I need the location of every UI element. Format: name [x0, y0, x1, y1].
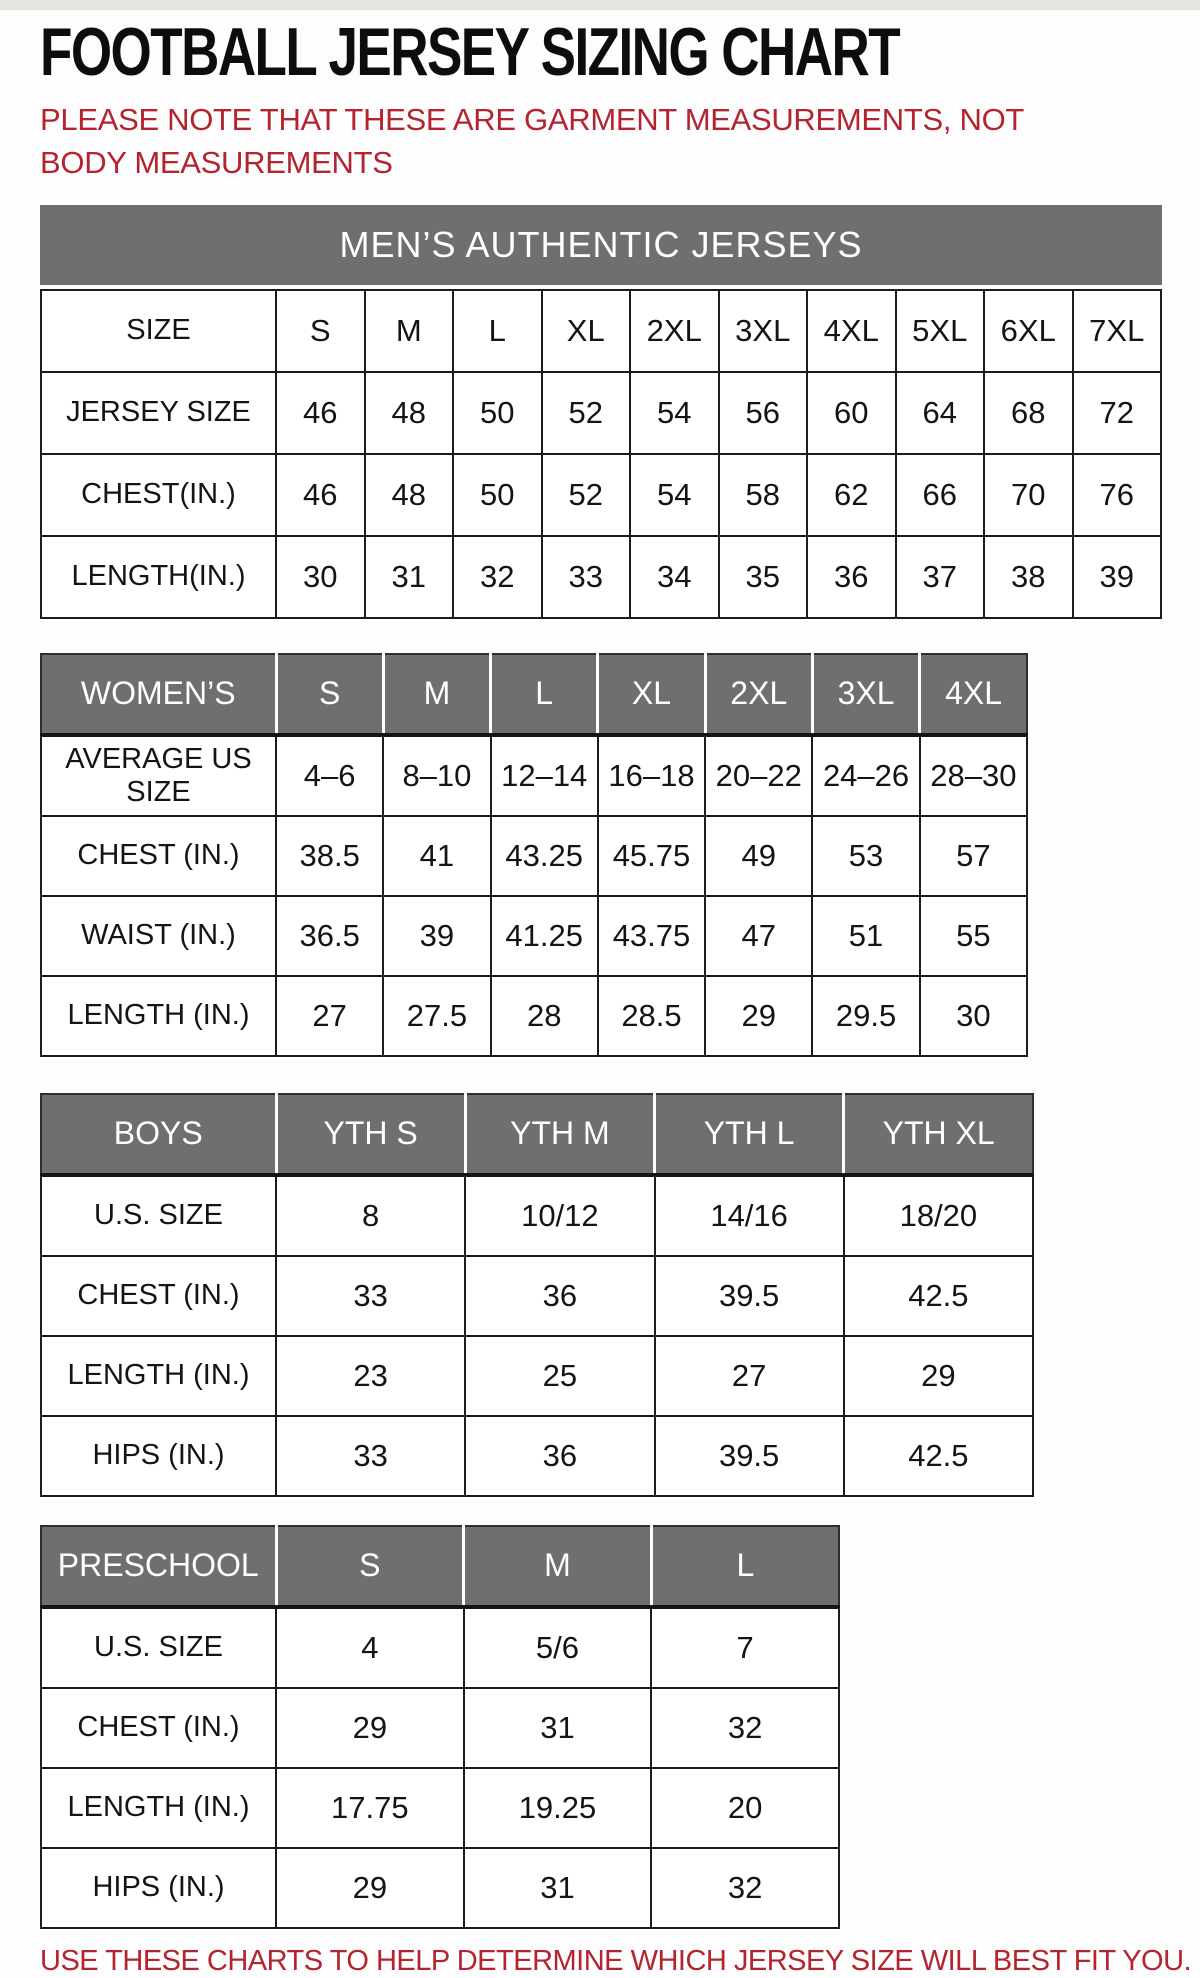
- row-label-cell: CHEST (IN.): [41, 816, 276, 896]
- preschool-table-section: [40, 1525, 1200, 1929]
- size-header-cell: 4XL: [920, 654, 1027, 735]
- table-row: [41, 1848, 839, 1928]
- value-cell: 7XL: [1073, 290, 1162, 372]
- page-content: [0, 10, 1200, 1978]
- size-header-row: [41, 1094, 1033, 1175]
- womens-table-section: [40, 653, 1200, 1057]
- value-cell: 48: [365, 454, 454, 536]
- value-cell: 27: [276, 976, 383, 1056]
- value-cell: 32: [651, 1688, 839, 1768]
- value-cell: 4: [276, 1607, 464, 1688]
- value-cell: 42.5: [844, 1256, 1033, 1336]
- value-cell: 49: [705, 816, 812, 896]
- table-row: [41, 1768, 839, 1848]
- row-label-cell: U.S. SIZE: [41, 1607, 276, 1688]
- table-title-cell: PRESCHOOL: [41, 1526, 276, 1607]
- row-label-cell: HIPS (IN.): [41, 1416, 276, 1496]
- value-cell: 41.25: [491, 896, 598, 976]
- value-cell: 28–30: [920, 735, 1027, 816]
- size-header-cell: XL: [598, 654, 705, 735]
- value-cell: 33: [276, 1256, 465, 1336]
- value-cell: 28.5: [598, 976, 705, 1056]
- value-cell: 12–14: [491, 735, 598, 816]
- value-cell: 45.75: [598, 816, 705, 896]
- table-title-cell: BOYS: [41, 1094, 276, 1175]
- top-edge-strip: [0, 0, 1200, 10]
- boys-sizing-table: [40, 1093, 1034, 1497]
- size-header-cell: 2XL: [705, 654, 812, 735]
- value-cell: 17.75: [276, 1768, 464, 1848]
- row-label-cell: JERSEY SIZE: [41, 372, 276, 454]
- value-cell: 76: [1073, 454, 1162, 536]
- value-cell: 33: [276, 1416, 465, 1496]
- value-cell: 7: [651, 1607, 839, 1688]
- footer-note: USE THESE CHARTS TO HELP DETERMINE WHICH JERSEY SIZE WILL BEST FIT YOU.: [40, 1944, 1192, 1977]
- table-title-cell: WOMEN’S: [41, 654, 276, 735]
- value-cell: 70: [984, 454, 1073, 536]
- value-cell: 39.5: [655, 1416, 844, 1496]
- value-cell: 31: [464, 1688, 652, 1768]
- value-cell: 64: [896, 372, 985, 454]
- value-cell: 14/16: [655, 1175, 844, 1256]
- value-cell: 29.5: [812, 976, 919, 1056]
- value-cell: 50: [453, 372, 542, 454]
- value-cell: 20–22: [705, 735, 812, 816]
- row-label-cell: U.S. SIZE: [41, 1175, 276, 1256]
- garment-measurement-note: PLEASE NOTE THAT THESE ARE GARMENT MEASUREMENTS, NOT BODY MEASUREMENTS: [40, 102, 1024, 181]
- value-cell: 29: [844, 1336, 1033, 1416]
- value-cell: 23: [276, 1336, 465, 1416]
- size-header-cell: S: [276, 654, 383, 735]
- value-cell: 37: [896, 536, 985, 618]
- value-cell: 31: [365, 536, 454, 618]
- value-cell: 60: [807, 372, 896, 454]
- value-cell: 39: [1073, 536, 1162, 618]
- value-cell: 55: [920, 896, 1027, 976]
- row-label-cell: WAIST (IN.): [41, 896, 276, 976]
- value-cell: 39: [383, 896, 490, 976]
- size-header-cell: YTH S: [276, 1094, 465, 1175]
- mens-table-banner: MEN’S AUTHENTIC JERSEYS: [40, 205, 1162, 285]
- table-row: [41, 816, 1027, 896]
- value-cell: 46: [276, 372, 365, 454]
- size-header-cell: YTH XL: [844, 1094, 1033, 1175]
- row-label-cell: LENGTH (IN.): [41, 1336, 276, 1416]
- value-cell: 52: [542, 454, 631, 536]
- value-cell: 30: [920, 976, 1027, 1056]
- table-row: [41, 1175, 1033, 1256]
- value-cell: 43.75: [598, 896, 705, 976]
- value-cell: 52: [542, 372, 631, 454]
- value-cell: 29: [705, 976, 812, 1056]
- value-cell: 5/6: [464, 1607, 652, 1688]
- value-cell: 42.5: [844, 1416, 1033, 1496]
- mens-sizing-table: [40, 289, 1162, 619]
- value-cell: 38: [984, 536, 1073, 618]
- value-cell: 19.25: [464, 1768, 652, 1848]
- table-row: [41, 536, 1161, 618]
- table-row: [41, 735, 1027, 816]
- value-cell: 36: [807, 536, 896, 618]
- value-cell: 62: [807, 454, 896, 536]
- value-cell: 4XL: [807, 290, 896, 372]
- preschool-sizing-table: [40, 1525, 840, 1929]
- value-cell: 29: [276, 1848, 464, 1928]
- mens-jerseys-table-section: [40, 205, 1200, 619]
- row-label-cell: CHEST (IN.): [41, 1688, 276, 1768]
- table-row: [41, 1256, 1033, 1336]
- value-cell: 36.5: [276, 896, 383, 976]
- value-cell: 58: [719, 454, 808, 536]
- size-header-row: [41, 1526, 839, 1607]
- womens-sizing-table: [40, 653, 1028, 1057]
- value-cell: 57: [920, 816, 1027, 896]
- row-label-cell: CHEST(IN.): [41, 454, 276, 536]
- value-cell: 66: [896, 454, 985, 536]
- table-row: [41, 976, 1027, 1056]
- size-header-cell: L: [651, 1526, 839, 1607]
- value-cell: 10/12: [465, 1175, 654, 1256]
- size-header-cell: M: [464, 1526, 652, 1607]
- value-cell: 4–6: [276, 735, 383, 816]
- value-cell: 51: [812, 896, 919, 976]
- row-label-cell: CHEST (IN.): [41, 1256, 276, 1336]
- value-cell: XL: [542, 290, 631, 372]
- value-cell: 53: [812, 816, 919, 896]
- value-cell: 43.25: [491, 816, 598, 896]
- size-header-cell: 3XL: [812, 654, 919, 735]
- value-cell: 3XL: [719, 290, 808, 372]
- value-cell: 5XL: [896, 290, 985, 372]
- value-cell: 41: [383, 816, 490, 896]
- table-row: [41, 1688, 839, 1768]
- value-cell: 2XL: [630, 290, 719, 372]
- value-cell: 39.5: [655, 1256, 844, 1336]
- value-cell: 25: [465, 1336, 654, 1416]
- value-cell: 54: [630, 454, 719, 536]
- size-header-cell: YTH L: [655, 1094, 844, 1175]
- value-cell: 32: [453, 536, 542, 618]
- boys-table-section: [40, 1093, 1200, 1497]
- value-cell: 16–18: [598, 735, 705, 816]
- row-label-cell: HIPS (IN.): [41, 1848, 276, 1928]
- value-cell: 36: [465, 1256, 654, 1336]
- value-cell: 29: [276, 1688, 464, 1768]
- value-cell: 35: [719, 536, 808, 618]
- value-cell: 56: [719, 372, 808, 454]
- value-cell: 27: [655, 1336, 844, 1416]
- size-header-cell: YTH M: [465, 1094, 654, 1175]
- value-cell: 20: [651, 1768, 839, 1848]
- table-row: [41, 454, 1161, 536]
- value-cell: 18/20: [844, 1175, 1033, 1256]
- value-cell: 48: [365, 372, 454, 454]
- value-cell: 68: [984, 372, 1073, 454]
- value-cell: 6XL: [984, 290, 1073, 372]
- table-row: [41, 896, 1027, 976]
- size-header-cell: M: [383, 654, 490, 735]
- table-row: [41, 1416, 1033, 1496]
- size-header-row: [41, 654, 1027, 735]
- value-cell: 36: [465, 1416, 654, 1496]
- row-label-cell: SIZE: [41, 290, 276, 372]
- value-cell: 28: [491, 976, 598, 1056]
- value-cell: 8: [276, 1175, 465, 1256]
- table-row: [41, 1336, 1033, 1416]
- table-row: [41, 290, 1161, 372]
- value-cell: S: [276, 290, 365, 372]
- page-title: FOOTBALL JERSEY SIZING CHART: [40, 14, 900, 90]
- value-cell: 34: [630, 536, 719, 618]
- value-cell: 33: [542, 536, 631, 618]
- row-label-cell: LENGTH (IN.): [41, 976, 276, 1056]
- row-label-cell: LENGTH (IN.): [41, 1768, 276, 1848]
- row-label-cell: AVERAGE US SIZE: [41, 735, 276, 816]
- value-cell: M: [365, 290, 454, 372]
- table-row: [41, 1607, 839, 1688]
- value-cell: 31: [464, 1848, 652, 1928]
- size-header-cell: L: [491, 654, 598, 735]
- value-cell: 72: [1073, 372, 1162, 454]
- value-cell: 38.5: [276, 816, 383, 896]
- value-cell: 8–10: [383, 735, 490, 816]
- value-cell: 50: [453, 454, 542, 536]
- row-label-cell: LENGTH(IN.): [41, 536, 276, 618]
- size-header-cell: S: [276, 1526, 464, 1607]
- value-cell: L: [453, 290, 542, 372]
- value-cell: 27.5: [383, 976, 490, 1056]
- value-cell: 47: [705, 896, 812, 976]
- table-row: [41, 372, 1161, 454]
- value-cell: 54: [630, 372, 719, 454]
- value-cell: 32: [651, 1848, 839, 1928]
- value-cell: 24–26: [812, 735, 919, 816]
- value-cell: 30: [276, 536, 365, 618]
- value-cell: 46: [276, 454, 365, 536]
